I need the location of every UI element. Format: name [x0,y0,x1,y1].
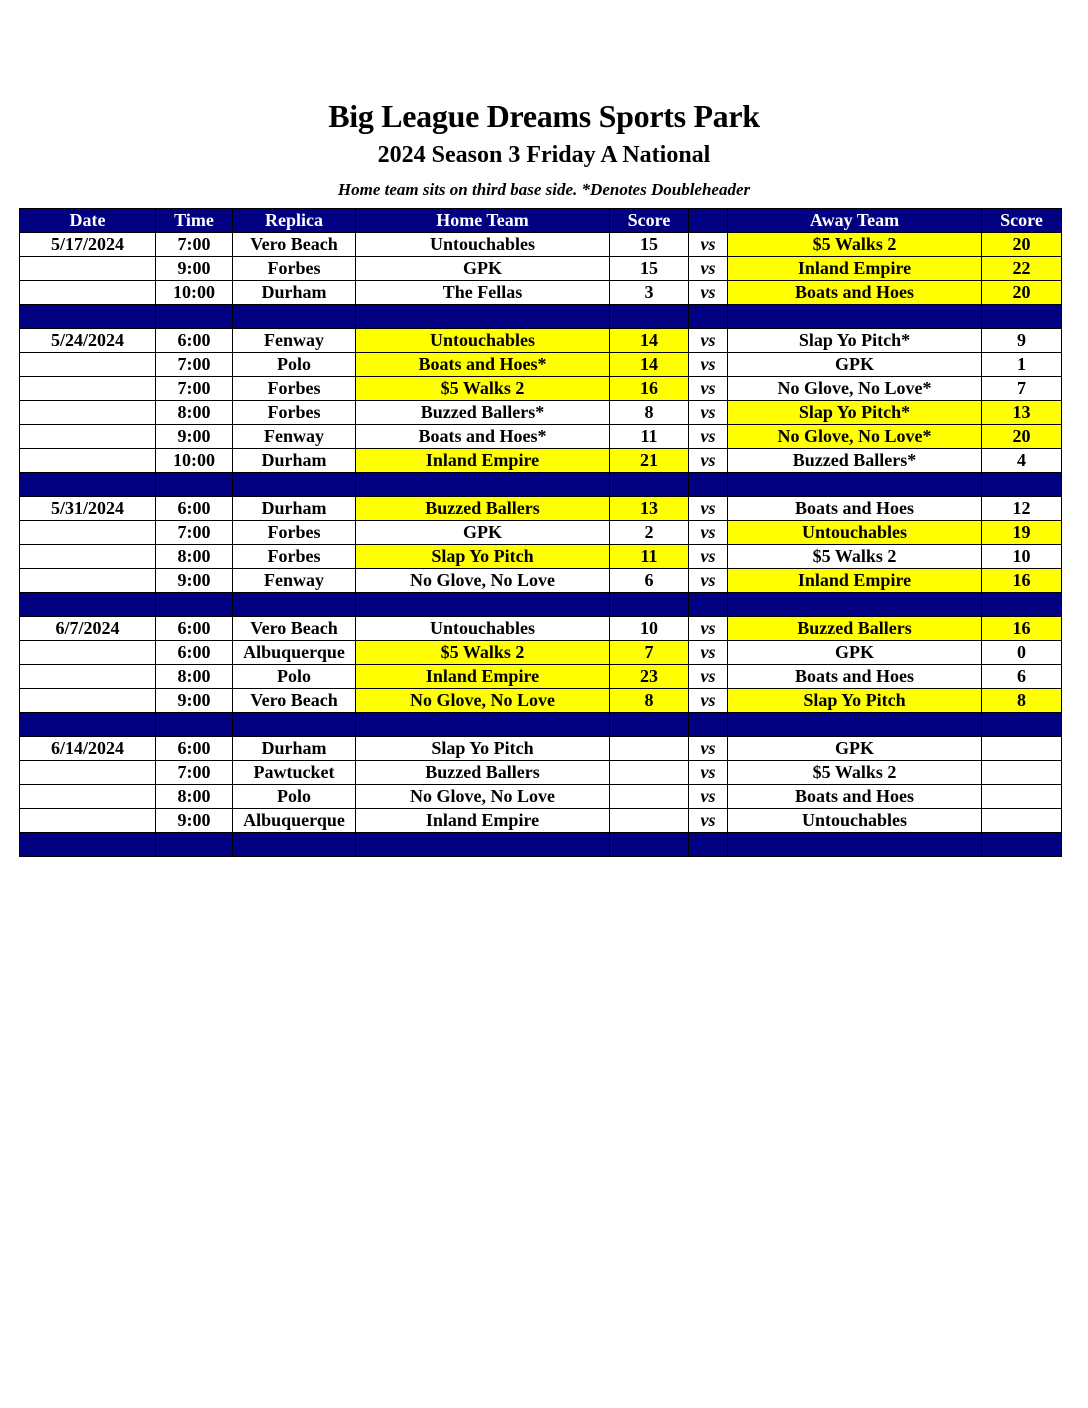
replica-cell: Fenway [233,425,356,449]
separator-cell [156,593,233,617]
home-score-cell [610,785,689,809]
away-team-cell: $5 Walks 2 [728,233,982,257]
time-cell: 6:00 [156,641,233,665]
away-score-cell [982,737,1062,761]
col-header-time: Time [156,209,233,233]
time-cell: 6:00 [156,497,233,521]
table-row [20,281,1062,305]
table-row [20,689,1062,713]
home-team-cell: Untouchables [356,233,610,257]
schedule-table [19,208,1062,857]
vs-cell: vs [689,425,728,449]
away-team-cell: Slap Yo Pitch* [728,329,982,353]
home-team-cell: No Glove, No Love [356,569,610,593]
separator-cell [728,305,982,329]
replica-cell: Albuquerque [233,641,356,665]
replica-cell: Pawtucket [233,761,356,785]
replica-cell: Durham [233,281,356,305]
separator-cell [689,473,728,497]
date-cell: 5/31/2024 [20,497,156,521]
away-score-cell: 20 [982,233,1062,257]
time-cell: 6:00 [156,737,233,761]
time-cell: 7:00 [156,377,233,401]
vs-cell: vs [689,737,728,761]
separator-cell [156,473,233,497]
col-header-home-team: Home Team [356,209,610,233]
replica-cell: Durham [233,497,356,521]
vs-cell: vs [689,545,728,569]
away-team-cell: Slap Yo Pitch [728,689,982,713]
away-team-cell: Buzzed Ballers* [728,449,982,473]
time-cell: 9:00 [156,569,233,593]
table-row [20,449,1062,473]
home-team-cell: Untouchables [356,617,610,641]
date-cell: 5/17/2024 [20,233,156,257]
separator-cell [233,305,356,329]
away-team-cell: Inland Empire [728,257,982,281]
separator-row [20,593,1062,617]
vs-cell: vs [689,497,728,521]
home-team-cell: $5 Walks 2 [356,641,610,665]
date-cell [20,809,156,833]
replica-cell: Forbes [233,545,356,569]
separator-cell [356,833,610,857]
time-cell: 8:00 [156,401,233,425]
separator-cell [156,713,233,737]
separator-cell [728,713,982,737]
home-team-cell: Boats and Hoes* [356,425,610,449]
vs-cell: vs [689,689,728,713]
replica-cell: Polo [233,785,356,809]
home-score-cell: 8 [610,401,689,425]
date-cell [20,521,156,545]
separator-cell [20,713,156,737]
home-team-cell: Slap Yo Pitch [356,545,610,569]
time-cell: 7:00 [156,521,233,545]
replica-cell: Forbes [233,401,356,425]
schedule-body [20,233,1062,857]
replica-cell: Forbes [233,257,356,281]
home-team-cell: GPK [356,257,610,281]
separator-cell [156,305,233,329]
home-score-cell: 10 [610,617,689,641]
home-score-cell: 16 [610,377,689,401]
replica-cell: Vero Beach [233,617,356,641]
time-cell: 9:00 [156,689,233,713]
separator-cell [610,305,689,329]
home-score-cell [610,809,689,833]
table-row [20,257,1062,281]
away-score-cell: 10 [982,545,1062,569]
away-score-cell: 20 [982,425,1062,449]
away-score-cell: 12 [982,497,1062,521]
separator-cell [233,593,356,617]
replica-cell: Fenway [233,329,356,353]
vs-cell: vs [689,521,728,545]
home-team-cell: Untouchables [356,329,610,353]
vs-cell: vs [689,257,728,281]
table-row [20,785,1062,809]
separator-cell [20,473,156,497]
date-cell [20,665,156,689]
home-score-cell: 15 [610,233,689,257]
home-score-cell [610,737,689,761]
away-team-cell: Untouchables [728,521,982,545]
date-cell [20,401,156,425]
separator-cell [728,473,982,497]
separator-cell [233,713,356,737]
replica-cell: Durham [233,449,356,473]
table-row [20,377,1062,401]
separator-cell [982,473,1062,497]
page-subtitle: 2024 Season 3 Friday A National [377,142,711,168]
home-score-cell: 11 [610,545,689,569]
separator-cell [689,833,728,857]
replica-cell: Albuquerque [233,809,356,833]
home-score-cell: 6 [610,569,689,593]
home-score-cell: 13 [610,497,689,521]
time-cell: 10:00 [156,281,233,305]
table-row [20,545,1062,569]
separator-row [20,833,1062,857]
date-cell: 6/7/2024 [20,617,156,641]
separator-cell [356,473,610,497]
away-score-cell: 9 [982,329,1062,353]
col-header-date: Date [20,209,156,233]
vs-cell: vs [689,233,728,257]
separator-row [20,305,1062,329]
date-cell [20,353,156,377]
home-team-cell: The Fellas [356,281,610,305]
date-cell: 6/14/2024 [20,737,156,761]
time-cell: 6:00 [156,617,233,641]
vs-cell: vs [689,569,728,593]
separator-cell [982,305,1062,329]
away-score-cell: 8 [982,689,1062,713]
table-row [20,329,1062,353]
away-team-cell: $5 Walks 2 [728,761,982,785]
vs-cell: vs [689,761,728,785]
table-row [20,737,1062,761]
away-team-cell: GPK [728,737,982,761]
page-title: Big League Dreams Sports Park [328,98,760,134]
away-team-cell: Boats and Hoes [728,785,982,809]
home-team-cell: $5 Walks 2 [356,377,610,401]
away-team-cell: Untouchables [728,809,982,833]
home-score-cell: 11 [610,425,689,449]
separator-cell [20,593,156,617]
home-score-cell: 3 [610,281,689,305]
table-row [20,521,1062,545]
time-cell: 9:00 [156,257,233,281]
separator-cell [610,833,689,857]
vs-cell: vs [689,809,728,833]
date-cell [20,785,156,809]
vs-cell: vs [689,641,728,665]
col-header-vs [689,209,728,233]
away-score-cell: 22 [982,257,1062,281]
home-score-cell: 21 [610,449,689,473]
date-cell [20,425,156,449]
replica-cell: Polo [233,353,356,377]
away-team-cell: No Glove, No Love* [728,377,982,401]
time-cell: 7:00 [156,353,233,377]
separator-cell [20,833,156,857]
away-score-cell [982,761,1062,785]
home-score-cell: 14 [610,353,689,377]
doubleheader-note: Home team sits on third base side. *Denotes Doubleheader [337,180,751,199]
away-score-cell: 6 [982,665,1062,689]
away-team-cell: Boats and Hoes [728,497,982,521]
table-row [20,233,1062,257]
table-row [20,497,1062,521]
separator-cell [356,593,610,617]
date-cell [20,281,156,305]
date-cell [20,761,156,785]
away-score-cell: 19 [982,521,1062,545]
home-team-cell: Buzzed Ballers [356,761,610,785]
date-cell [20,689,156,713]
separator-cell [356,713,610,737]
separator-cell [689,305,728,329]
away-score-cell [982,809,1062,833]
home-team-cell: Inland Empire [356,665,610,689]
away-team-cell: Boats and Hoes [728,665,982,689]
vs-cell: vs [689,281,728,305]
away-team-cell: No Glove, No Love* [728,425,982,449]
home-score-cell: 14 [610,329,689,353]
separator-cell [233,833,356,857]
away-team-cell: GPK [728,353,982,377]
away-team-cell: Buzzed Ballers [728,617,982,641]
home-team-cell: No Glove, No Love [356,785,610,809]
separator-cell [20,305,156,329]
vs-cell: vs [689,785,728,809]
away-score-cell: 13 [982,401,1062,425]
home-team-cell: Slap Yo Pitch [356,737,610,761]
separator-cell [728,833,982,857]
table-row [20,401,1062,425]
vs-cell: vs [689,401,728,425]
replica-cell: Fenway [233,569,356,593]
home-team-cell: No Glove, No Love [356,689,610,713]
home-team-cell: Buzzed Ballers* [356,401,610,425]
date-cell [20,257,156,281]
away-score-cell: 16 [982,617,1062,641]
table-row [20,809,1062,833]
replica-cell: Vero Beach [233,689,356,713]
replica-cell: Durham [233,737,356,761]
vs-cell: vs [689,377,728,401]
separator-cell [233,473,356,497]
away-team-cell: Boats and Hoes [728,281,982,305]
home-score-cell: 7 [610,641,689,665]
home-score-cell: 23 [610,665,689,689]
time-cell: 8:00 [156,545,233,569]
vs-cell: vs [689,329,728,353]
time-cell: 8:00 [156,785,233,809]
separator-row [20,713,1062,737]
home-score-cell: 15 [610,257,689,281]
table-row [20,665,1062,689]
date-cell [20,569,156,593]
away-team-cell: Slap Yo Pitch* [728,401,982,425]
time-cell: 9:00 [156,425,233,449]
date-cell [20,449,156,473]
away-score-cell [982,785,1062,809]
home-team-cell: Boats and Hoes* [356,353,610,377]
time-cell: 6:00 [156,329,233,353]
header-row [20,209,1062,233]
replica-cell: Forbes [233,377,356,401]
separator-cell [156,833,233,857]
away-team-cell: GPK [728,641,982,665]
away-team-cell: Inland Empire [728,569,982,593]
table-row [20,569,1062,593]
date-cell [20,641,156,665]
separator-cell [610,713,689,737]
separator-cell [982,713,1062,737]
vs-cell: vs [689,449,728,473]
home-team-cell: Buzzed Ballers [356,497,610,521]
table-row [20,641,1062,665]
vs-cell: vs [689,353,728,377]
away-team-cell: $5 Walks 2 [728,545,982,569]
home-team-cell: GPK [356,521,610,545]
separator-cell [356,305,610,329]
date-cell [20,545,156,569]
separator-row [20,473,1062,497]
away-score-cell: 4 [982,449,1062,473]
table-row [20,761,1062,785]
separator-cell [982,593,1062,617]
replica-cell: Forbes [233,521,356,545]
date-cell: 5/24/2024 [20,329,156,353]
time-cell: 7:00 [156,761,233,785]
home-team-cell: Inland Empire [356,449,610,473]
separator-cell [982,833,1062,857]
table-row [20,425,1062,449]
time-cell: 7:00 [156,233,233,257]
separator-cell [689,713,728,737]
replica-cell: Polo [233,665,356,689]
away-score-cell: 20 [982,281,1062,305]
replica-cell: Vero Beach [233,233,356,257]
separator-cell [610,473,689,497]
vs-cell: vs [689,665,728,689]
away-score-cell: 7 [982,377,1062,401]
date-cell [20,377,156,401]
time-cell: 9:00 [156,809,233,833]
table-row [20,353,1062,377]
away-score-cell: 1 [982,353,1062,377]
separator-cell [689,593,728,617]
separator-cell [610,593,689,617]
time-cell: 8:00 [156,665,233,689]
home-team-cell: Inland Empire [356,809,610,833]
vs-cell: vs [689,617,728,641]
home-score-cell [610,761,689,785]
home-score-cell: 8 [610,689,689,713]
away-score-cell: 16 [982,569,1062,593]
away-score-cell: 0 [982,641,1062,665]
col-header-away-team: Away Team [728,209,982,233]
separator-cell [728,593,982,617]
col-header-replica: Replica [233,209,356,233]
table-row [20,617,1062,641]
home-score-cell: 2 [610,521,689,545]
col-header-away-score: Score [982,209,1062,233]
col-header-home-score: Score [610,209,689,233]
time-cell: 10:00 [156,449,233,473]
